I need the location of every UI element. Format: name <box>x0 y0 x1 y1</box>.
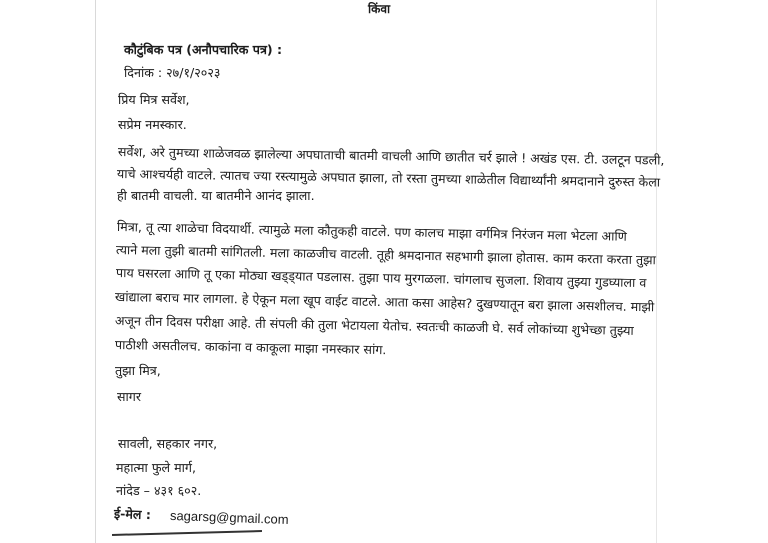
paragraph-2-line-6: पाठीशी असतीलच. काकांना व काकूला माझा नमस्कार सांग. <box>114 337 387 358</box>
email-address: sagarsg@gmail.com <box>169 507 289 528</box>
address-line-3: नांदेड – ४३१ ६०२. <box>116 483 202 498</box>
letter-type-title: कौटुंबिक पत्र (अनौपचारिक पत्र) : <box>124 42 283 57</box>
paragraph-2-line-4: खांद्याला बराच मार लागला. हे ऐकून मला खूप वाईट वाटले. आता कसा आहेस? दुखण्यातून बरा झाला असशीलच. माझी <box>114 289 655 315</box>
paragraph-2-line-3: पाय घसरला आणि तू एका मोठ्या खड्ड्यात पडलास. तुझा पाय मुरगळला. चांगलाच सुजला. शिवाय तुझ्या गुडघ्याला व <box>115 265 647 291</box>
section-heading: किंवा <box>368 2 391 16</box>
paragraph-1-line-1: सर्वेश, अरे तुमच्या शाळेजवळ झालेल्या अपघाताची बातमी वाचली आणि छातीत चर्र झाले ! अखंड एस. टी. उलटून पडली, <box>117 144 665 168</box>
bottom-underline <box>112 530 262 536</box>
paragraph-2-line-2: त्याने मला तुझी बातमी सांगितली. मला काळजीच वाटली. तूही श्रमदानात सहभागी झाला होतास. काम करता करता तुझा <box>115 242 657 268</box>
paragraph-1-line-2: याचे आश्चर्यही वाटले. त्यातच ज्या रस्त्यामुळे अपघात झाला, तो रस्ता तुमच्या शाळेतील विद्यार्थ्यांनी श्रमदानाने दुरुस्त केला <box>116 166 661 190</box>
signature-name: सागर <box>117 389 142 404</box>
address-line-2: महात्मा फुले मार्ग, <box>116 460 196 475</box>
paragraph-2-line-5: अजून तीन दिवस परीक्षा आहे. ती संपली की तुला भेटायला येतोच. स्वतःची काळजी घे. सर्व लोकांच्या शुभेच्छा तुझ्या <box>114 313 634 338</box>
greeting: सप्रेम नमस्कार. <box>118 117 187 132</box>
email-label: ई-मेल : <box>113 505 152 523</box>
salutation: प्रिय मित्र सर्वेश, <box>118 92 190 107</box>
page-right-edge <box>656 0 657 543</box>
paragraph-2-line-1: मित्रा, तू त्या शाळेचा विदयार्थी. त्यामुळे मला कौतुकही वाटले. पण कालच माझा वर्गमित्र निरंजन मला भेटला आणि <box>116 219 627 244</box>
email-row <box>114 503 289 528</box>
address-line-1: सावली, सहकार नगर, <box>118 436 218 451</box>
closing: तुझा मित्र, <box>115 363 161 378</box>
page-margin-line <box>95 0 96 543</box>
paragraph-1-line-3: ही बातमी वाचली. या बातमीने आनंद झाला. <box>117 188 315 203</box>
letter-date: दिनांक : २७/१/२०२३ <box>124 65 221 80</box>
